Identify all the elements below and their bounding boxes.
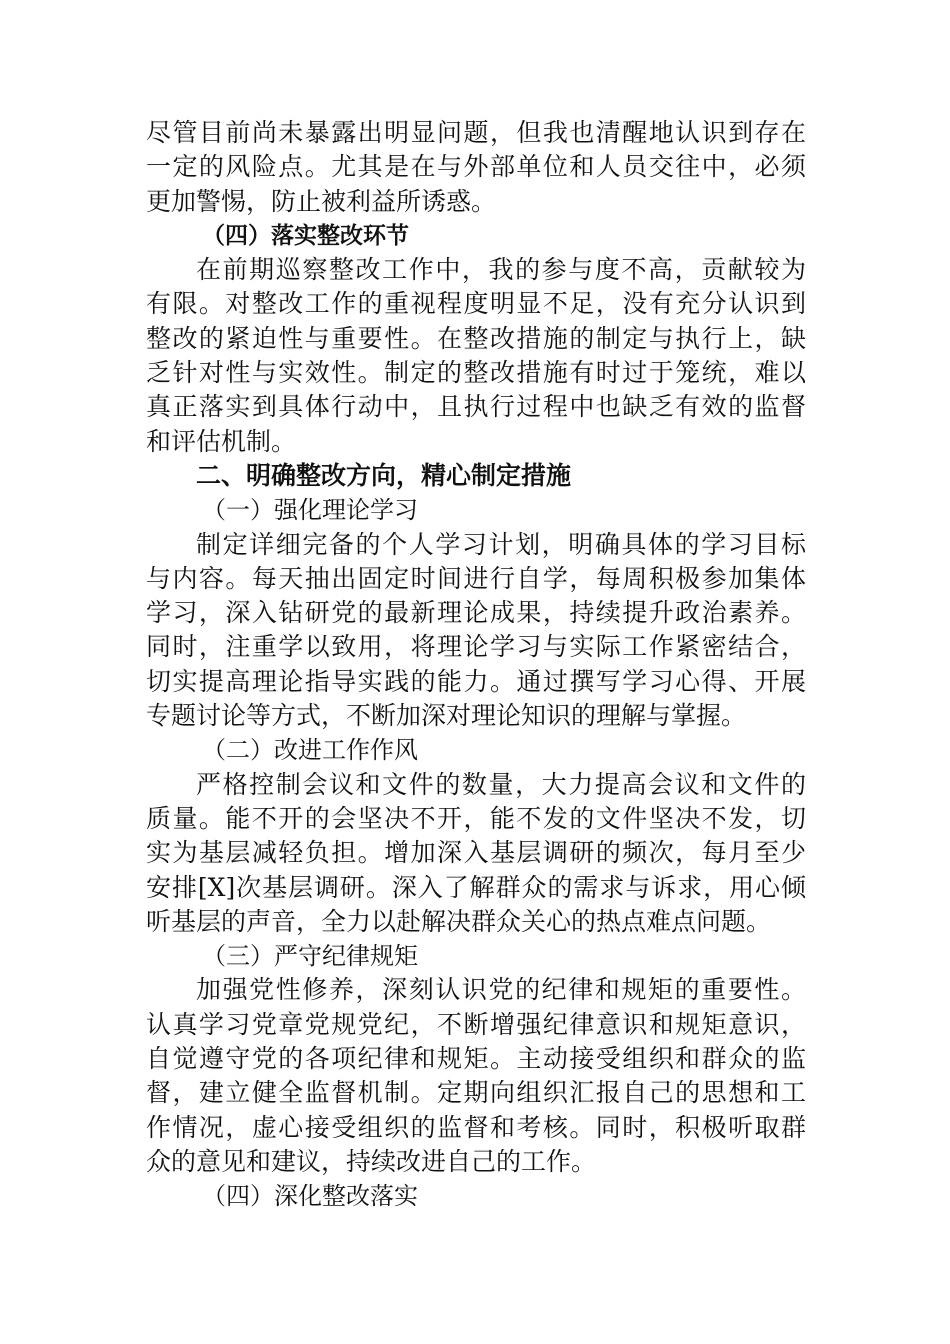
document-body bbox=[146, 116, 806, 1214]
section-subheading: （一）强化理论学习 bbox=[202, 496, 418, 525]
text-line: 加强党性修养，深刻认识党的纪律和规矩的重要性。 bbox=[196, 975, 806, 1005]
text-line: 学习，深入钻研党的最新理论成果，持续提升政治素养。 bbox=[146, 598, 806, 628]
text-line: 切实提高理论指导实践的能力。通过撰写学习心得、开展 bbox=[146, 666, 806, 696]
text-line: 听基层的声音，全力以赴解决群众关心的热点难点问题。 bbox=[146, 906, 772, 936]
text-line: 质量。能不开的会坚决不开，能不发的文件坚决不发，切 bbox=[146, 803, 806, 833]
text-line: 众的意见和建议，持续改进自己的工作。 bbox=[146, 1146, 597, 1176]
paragraph bbox=[146, 768, 806, 939]
section-heading: 二、明确整改方向，精心制定措施 bbox=[196, 460, 572, 490]
text-line: 制定详细完备的个人学习计划，明确具体的学习目标 bbox=[196, 529, 806, 559]
text-line: 督，建立健全监督机制。定期向组织汇报自己的思想和工 bbox=[146, 1078, 806, 1108]
text-line: 尽管目前尚未暴露出明显问题，但我也清醒地认识到存在 bbox=[146, 118, 806, 147]
text-line: 和评估机制。 bbox=[146, 426, 297, 456]
text-line: 安排[X]次基层调研。深入了解群众的需求与诉求，用心倾 bbox=[146, 872, 806, 902]
text-line: 同时，注重学以致用，将理论学习与实际工作紧密结合， bbox=[146, 632, 806, 662]
text-line: 更加警惕，防止被利益所诱惑。 bbox=[146, 186, 497, 216]
section-subheading: （三）严守纪律规矩 bbox=[202, 942, 418, 971]
text-line: 严格控制会议和文件的数量，大力提高会议和文件的 bbox=[196, 769, 806, 799]
paragraph bbox=[146, 116, 806, 219]
text-line: 乏针对性与实效性。制定的整改措施有时过于笼统，难以 bbox=[146, 358, 806, 388]
paragraph bbox=[146, 973, 806, 1179]
section-subheading: （二）改进工作作风 bbox=[202, 736, 418, 765]
text-line: 有限。对整改工作的重视程度明显不足，没有充分认识到 bbox=[146, 289, 806, 319]
section-subheading: （四）落实整改环节 bbox=[202, 222, 409, 249]
section-subheading: （四）深化整改落实 bbox=[202, 1182, 418, 1211]
text-line: 专题讨论等方式，不断加深对理论知识的理解与掌握。 bbox=[146, 701, 747, 731]
text-line: 整改的紧迫性与重要性。在整改措施的制定与执行上，缺 bbox=[146, 323, 806, 353]
text-line: 与内容。每天抽出固定时间进行自学，每周积极参加集体 bbox=[146, 563, 806, 593]
text-line: 自觉遵守党的各项纪律和规矩。主动接受组织和群众的监 bbox=[146, 1044, 806, 1074]
text-line: 实为基层减轻负担。增加深入基层调研的频次，每月至少 bbox=[146, 838, 806, 868]
text-line: 认真学习党章党规党纪，不断增强纪律意识和规矩意识， bbox=[146, 1009, 806, 1039]
text-line: 在前期巡察整改工作中，我的参与度不高，贡献较为 bbox=[196, 255, 806, 285]
paragraph bbox=[146, 528, 806, 734]
text-line: 一定的风险点。尤其是在与外部单位和人员交往中，必须 bbox=[146, 152, 806, 182]
text-line: 作情况，虚心接受组织的监督和考核。同时，积极听取群 bbox=[146, 1112, 806, 1142]
paragraph bbox=[146, 253, 806, 459]
text-line: 真正落实到具体行动中，且执行过程中也缺乏有效的监督 bbox=[146, 392, 806, 422]
